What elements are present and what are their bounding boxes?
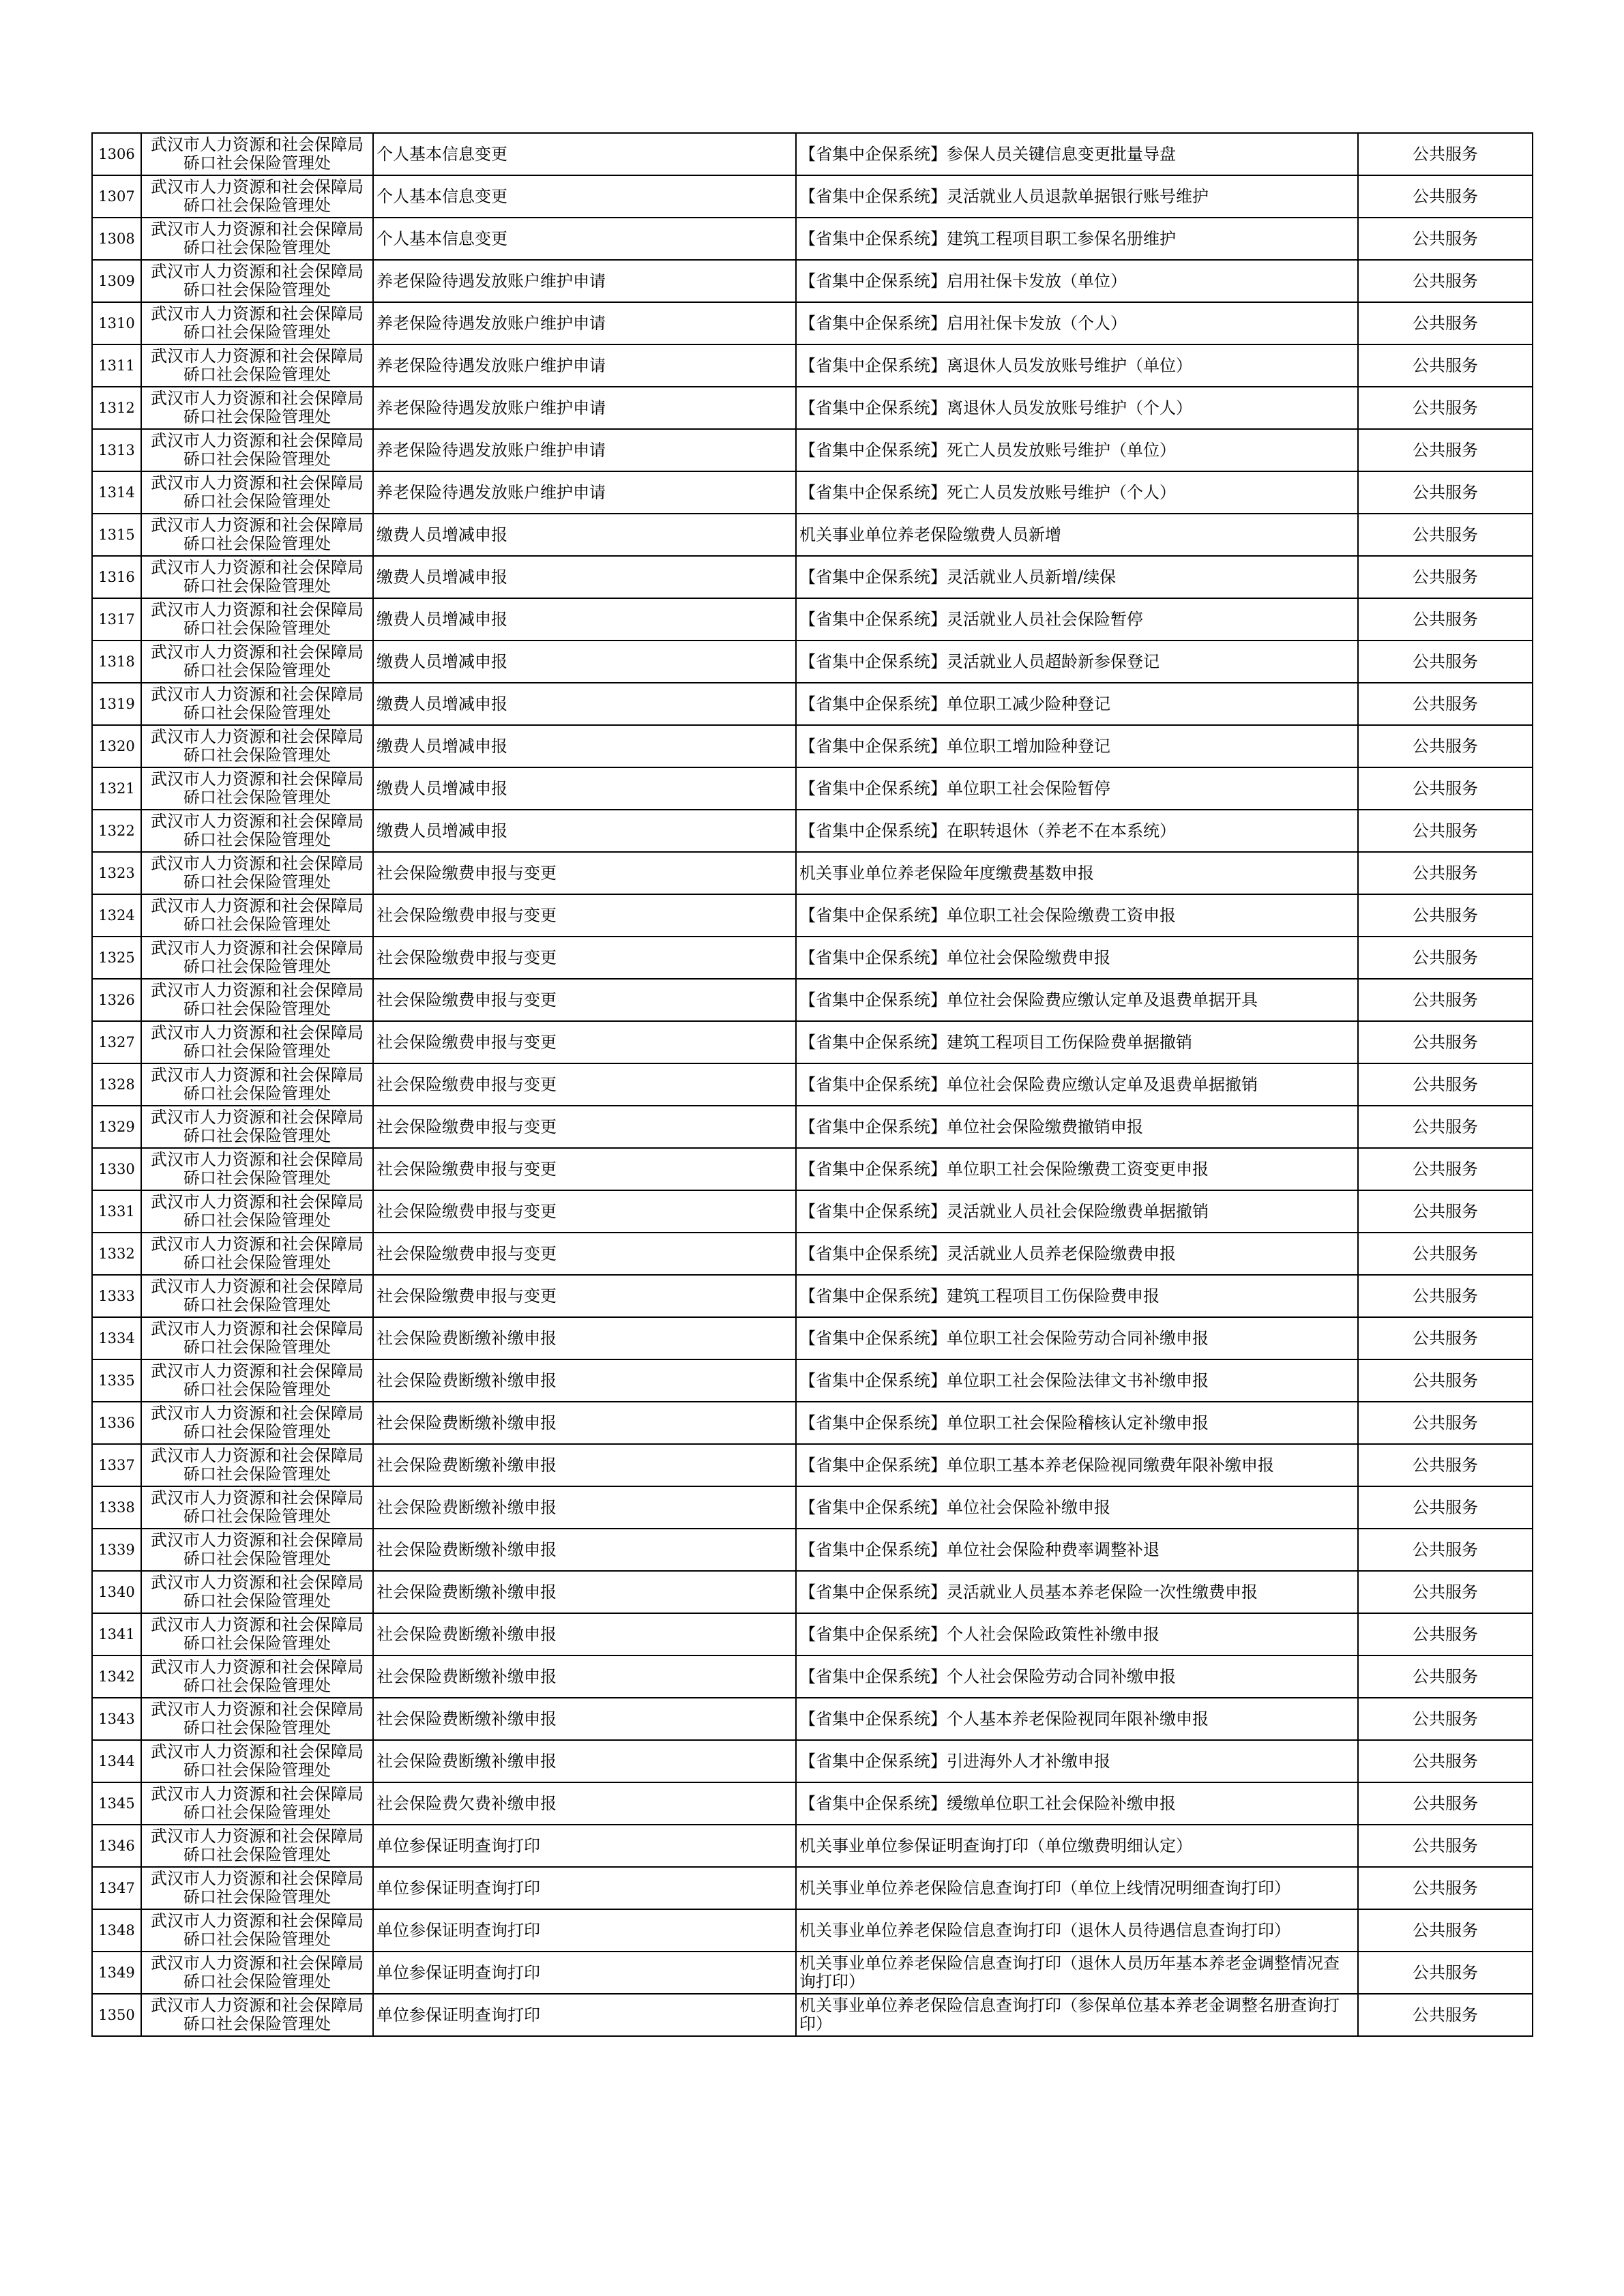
department-cell: 武汉市人力资源和社会保障局硚口社会保险管理处: [141, 175, 373, 218]
table-row: [92, 1529, 1533, 1571]
department-cell: 武汉市人力资源和社会保障局硚口社会保险管理处: [141, 133, 373, 175]
service-item-cell: 社会保险费断缴补缴申报: [373, 1740, 796, 1782]
row-number: 1333: [92, 1275, 141, 1317]
department-cell: 武汉市人力资源和社会保障局硚口社会保险管理处: [141, 556, 373, 598]
service-item-cell: 社会保险缴费申报与变更: [373, 894, 796, 937]
sub-item-cell: 机关事业单位养老保险缴费人员新增: [796, 514, 1358, 556]
sub-item-cell: 【省集中企保系统】单位社会保险费应缴认定单及退费单据撤销: [796, 1063, 1358, 1106]
table-row: [92, 429, 1533, 471]
sub-item-cell: 【省集中企保系统】个人社会保险政策性补缴申报: [796, 1613, 1358, 1655]
sub-item-cell: 【省集中企保系统】启用社保卡发放（个人）: [796, 302, 1358, 344]
service-type-cell: 公共服务: [1358, 218, 1533, 260]
department-cell: 武汉市人力资源和社会保障局硚口社会保险管理处: [141, 894, 373, 937]
service-item-cell: 养老保险待遇发放账户维护申请: [373, 471, 796, 514]
sub-item-cell: 【省集中企保系统】灵活就业人员养老保险缴费申报: [796, 1233, 1358, 1275]
row-number: 1311: [92, 344, 141, 387]
department-cell: 武汉市人力资源和社会保障局硚口社会保险管理处: [141, 1402, 373, 1444]
service-type-cell: 公共服务: [1358, 344, 1533, 387]
department-cell: 武汉市人力资源和社会保障局硚口社会保险管理处: [141, 1571, 373, 1613]
service-type-cell: 公共服务: [1358, 1655, 1533, 1698]
row-number: 1339: [92, 1529, 141, 1571]
table-row: [92, 1571, 1533, 1613]
department-cell: 武汉市人力资源和社会保障局硚口社会保险管理处: [141, 471, 373, 514]
sub-item-cell: 机关事业单位养老保险信息查询打印（退休人员历年基本养老金调整情况查询打印）: [796, 1952, 1358, 1994]
sub-item-cell: 机关事业单位养老保险信息查询打印（参保单位基本养老金调整名册查询打印）: [796, 1994, 1358, 2036]
sub-item-cell: 【省集中企保系统】建筑工程项目工伤保险费单据撤销: [796, 1021, 1358, 1063]
sub-item-cell: 【省集中企保系统】离退休人员发放账号维护（单位）: [796, 344, 1358, 387]
row-number: 1317: [92, 598, 141, 641]
table-row: [92, 1233, 1533, 1275]
table-row: [92, 1782, 1533, 1825]
service-type-cell: 公共服务: [1358, 260, 1533, 302]
service-type-cell: 公共服务: [1358, 1740, 1533, 1782]
department-cell: 武汉市人力资源和社会保障局硚口社会保险管理处: [141, 1994, 373, 2036]
row-number: 1312: [92, 387, 141, 429]
row-number: 1349: [92, 1952, 141, 1994]
service-type-cell: 公共服务: [1358, 514, 1533, 556]
service-item-cell: 社会保险费断缴补缴申报: [373, 1486, 796, 1529]
row-number: 1307: [92, 175, 141, 218]
row-number: 1327: [92, 1021, 141, 1063]
table-row: [92, 894, 1533, 937]
service-type-cell: 公共服务: [1358, 133, 1533, 175]
service-type-cell: 公共服务: [1358, 852, 1533, 894]
sub-item-cell: 【省集中企保系统】在职转退休（养老不在本系统）: [796, 810, 1358, 852]
table-row: [92, 1063, 1533, 1106]
department-cell: 武汉市人力资源和社会保障局硚口社会保险管理处: [141, 810, 373, 852]
service-item-cell: 养老保险待遇发放账户维护申请: [373, 429, 796, 471]
sub-item-cell: 【省集中企保系统】单位职工增加险种登记: [796, 725, 1358, 767]
row-number: 1340: [92, 1571, 141, 1613]
table-row: [92, 175, 1533, 218]
sub-item-cell: 【省集中企保系统】单位社会保险种费率调整补退: [796, 1529, 1358, 1571]
service-item-cell: 缴费人员增减申报: [373, 810, 796, 852]
table-row: [92, 1740, 1533, 1782]
table-row: [92, 1867, 1533, 1909]
table-row: [92, 260, 1533, 302]
table-row: [92, 1021, 1533, 1063]
table-row: [92, 514, 1533, 556]
sub-item-cell: 【省集中企保系统】灵活就业人员基本养老保险一次性缴费申报: [796, 1571, 1358, 1613]
table-row: [92, 641, 1533, 683]
sub-item-cell: 【省集中企保系统】启用社保卡发放（单位）: [796, 260, 1358, 302]
service-item-cell: 单位参保证明查询打印: [373, 1825, 796, 1867]
service-type-cell: 公共服务: [1358, 1529, 1533, 1571]
service-type-cell: 公共服务: [1358, 725, 1533, 767]
row-number: 1344: [92, 1740, 141, 1782]
service-type-cell: 公共服务: [1358, 387, 1533, 429]
table-row: [92, 1317, 1533, 1359]
department-cell: 武汉市人力资源和社会保障局硚口社会保险管理处: [141, 683, 373, 725]
department-cell: 武汉市人力资源和社会保障局硚口社会保险管理处: [141, 1190, 373, 1233]
service-item-cell: 社会保险缴费申报与变更: [373, 1063, 796, 1106]
service-item-cell: 缴费人员增减申报: [373, 725, 796, 767]
sub-item-cell: 【省集中企保系统】单位社会保险补缴申报: [796, 1486, 1358, 1529]
service-item-cell: 社会保险缴费申报与变更: [373, 1190, 796, 1233]
row-number: 1316: [92, 556, 141, 598]
service-type-cell: 公共服务: [1358, 810, 1533, 852]
service-item-cell: 社会保险缴费申报与变更: [373, 1106, 796, 1148]
row-number: 1336: [92, 1402, 141, 1444]
row-number: 1325: [92, 937, 141, 979]
table-row: [92, 937, 1533, 979]
sub-item-cell: 【省集中企保系统】单位社会保险缴费撤销申报: [796, 1106, 1358, 1148]
row-number: 1306: [92, 133, 141, 175]
table-row: [92, 302, 1533, 344]
service-item-cell: 社会保险缴费申报与变更: [373, 1275, 796, 1317]
department-cell: 武汉市人力资源和社会保障局硚口社会保险管理处: [141, 725, 373, 767]
sub-item-cell: 【省集中企保系统】单位职工减少险种登记: [796, 683, 1358, 725]
sub-item-cell: 【省集中企保系统】灵活就业人员超龄新参保登记: [796, 641, 1358, 683]
department-cell: 武汉市人力资源和社会保障局硚口社会保险管理处: [141, 1106, 373, 1148]
service-item-cell: 社会保险缴费申报与变更: [373, 1233, 796, 1275]
row-number: 1310: [92, 302, 141, 344]
table-row: [92, 1402, 1533, 1444]
department-cell: 武汉市人力资源和社会保障局硚口社会保险管理处: [141, 1867, 373, 1909]
sub-item-cell: 【省集中企保系统】灵活就业人员社会保险暂停: [796, 598, 1358, 641]
row-number: 1338: [92, 1486, 141, 1529]
service-type-cell: 公共服务: [1358, 1148, 1533, 1190]
table-row: [92, 1106, 1533, 1148]
service-type-cell: 公共服务: [1358, 1782, 1533, 1825]
service-item-cell: 社会保险缴费申报与变更: [373, 979, 796, 1021]
service-item-cell: 社会保险费断缴补缴申报: [373, 1402, 796, 1444]
department-cell: 武汉市人力资源和社会保障局硚口社会保险管理处: [141, 1233, 373, 1275]
service-type-cell: 公共服务: [1358, 1190, 1533, 1233]
service-item-cell: 个人基本信息变更: [373, 218, 796, 260]
department-cell: 武汉市人力资源和社会保障局硚口社会保险管理处: [141, 1444, 373, 1486]
row-number: 1314: [92, 471, 141, 514]
table-row: [92, 1275, 1533, 1317]
row-number: 1329: [92, 1106, 141, 1148]
service-item-cell: 社会保险费断缴补缴申报: [373, 1571, 796, 1613]
service-type-cell: 公共服务: [1358, 937, 1533, 979]
table-row: [92, 852, 1533, 894]
service-list-table: [91, 132, 1533, 2037]
service-type-cell: 公共服务: [1358, 1402, 1533, 1444]
table-row: [92, 810, 1533, 852]
service-item-cell: 社会保险费断缴补缴申报: [373, 1529, 796, 1571]
service-item-cell: 社会保险费断缴补缴申报: [373, 1359, 796, 1402]
row-number: 1334: [92, 1317, 141, 1359]
service-item-cell: 社会保险缴费申报与变更: [373, 937, 796, 979]
sub-item-cell: 机关事业单位养老保险年度缴费基数申报: [796, 852, 1358, 894]
sub-item-cell: 【省集中企保系统】缓缴单位职工社会保险补缴申报: [796, 1782, 1358, 1825]
service-type-cell: 公共服务: [1358, 598, 1533, 641]
service-list-table-page: [91, 132, 1532, 2037]
department-cell: 武汉市人力资源和社会保障局硚口社会保险管理处: [141, 302, 373, 344]
sub-item-cell: 机关事业单位养老保险信息查询打印（单位上线情况明细查询打印）: [796, 1867, 1358, 1909]
sub-item-cell: 【省集中企保系统】单位职工社会保险缴费工资变更申报: [796, 1148, 1358, 1190]
sub-item-cell: 【省集中企保系统】单位职工社会保险法律文书补缴申报: [796, 1359, 1358, 1402]
row-number: 1350: [92, 1994, 141, 2036]
department-cell: 武汉市人力资源和社会保障局硚口社会保险管理处: [141, 1655, 373, 1698]
department-cell: 武汉市人力资源和社会保障局硚口社会保险管理处: [141, 1909, 373, 1952]
row-number: 1313: [92, 429, 141, 471]
row-number: 1346: [92, 1825, 141, 1867]
service-type-cell: 公共服务: [1358, 683, 1533, 725]
service-item-cell: 单位参保证明查询打印: [373, 1909, 796, 1952]
row-number: 1326: [92, 979, 141, 1021]
service-item-cell: 社会保险费断缴补缴申报: [373, 1317, 796, 1359]
department-cell: 武汉市人力资源和社会保障局硚口社会保险管理处: [141, 979, 373, 1021]
row-number: 1328: [92, 1063, 141, 1106]
service-type-cell: 公共服务: [1358, 641, 1533, 683]
department-cell: 武汉市人力资源和社会保障局硚口社会保险管理处: [141, 1317, 373, 1359]
table-row: [92, 556, 1533, 598]
table-row: [92, 1190, 1533, 1233]
table-row: [92, 1613, 1533, 1655]
service-item-cell: 缴费人员增减申报: [373, 598, 796, 641]
service-type-cell: 公共服务: [1358, 1825, 1533, 1867]
table-row: [92, 1148, 1533, 1190]
table-row: [92, 1909, 1533, 1952]
service-item-cell: 缴费人员增减申报: [373, 683, 796, 725]
service-item-cell: 社会保险缴费申报与变更: [373, 1148, 796, 1190]
sub-item-cell: 机关事业单位参保证明查询打印（单位缴费明细认定）: [796, 1825, 1358, 1867]
service-type-cell: 公共服务: [1358, 1359, 1533, 1402]
table-row: [92, 1655, 1533, 1698]
department-cell: 武汉市人力资源和社会保障局硚口社会保险管理处: [141, 1782, 373, 1825]
service-item-cell: 个人基本信息变更: [373, 175, 796, 218]
department-cell: 武汉市人力资源和社会保障局硚口社会保险管理处: [141, 218, 373, 260]
sub-item-cell: 【省集中企保系统】单位职工基本养老保险视同缴费年限补缴申报: [796, 1444, 1358, 1486]
department-cell: 武汉市人力资源和社会保障局硚口社会保险管理处: [141, 1952, 373, 1994]
department-cell: 武汉市人力资源和社会保障局硚口社会保险管理处: [141, 641, 373, 683]
department-cell: 武汉市人力资源和社会保障局硚口社会保险管理处: [141, 260, 373, 302]
sub-item-cell: 【省集中企保系统】建筑工程项目工伤保险费申报: [796, 1275, 1358, 1317]
sub-item-cell: 【省集中企保系统】单位社会保险缴费申报: [796, 937, 1358, 979]
sub-item-cell: 【省集中企保系统】灵活就业人员退款单据银行账号维护: [796, 175, 1358, 218]
sub-item-cell: 【省集中企保系统】灵活就业人员社会保险缴费单据撤销: [796, 1190, 1358, 1233]
table-row: [92, 683, 1533, 725]
service-item-cell: 单位参保证明查询打印: [373, 1867, 796, 1909]
service-type-cell: 公共服务: [1358, 1233, 1533, 1275]
department-cell: 武汉市人力资源和社会保障局硚口社会保险管理处: [141, 1021, 373, 1063]
department-cell: 武汉市人力资源和社会保障局硚口社会保险管理处: [141, 598, 373, 641]
service-item-cell: 社会保险费断缴补缴申报: [373, 1444, 796, 1486]
department-cell: 武汉市人力资源和社会保障局硚口社会保险管理处: [141, 1486, 373, 1529]
service-item-cell: 养老保险待遇发放账户维护申请: [373, 344, 796, 387]
row-number: 1319: [92, 683, 141, 725]
department-cell: 武汉市人力资源和社会保障局硚口社会保险管理处: [141, 1359, 373, 1402]
service-item-cell: 缴费人员增减申报: [373, 556, 796, 598]
service-item-cell: 缴费人员增减申报: [373, 767, 796, 810]
service-item-cell: 缴费人员增减申报: [373, 514, 796, 556]
row-number: 1330: [92, 1148, 141, 1190]
department-cell: 武汉市人力资源和社会保障局硚口社会保险管理处: [141, 1740, 373, 1782]
sub-item-cell: 【省集中企保系统】死亡人员发放账号维护（个人）: [796, 471, 1358, 514]
department-cell: 武汉市人力资源和社会保障局硚口社会保险管理处: [141, 514, 373, 556]
service-item-cell: 社会保险费断缴补缴申报: [373, 1655, 796, 1698]
service-item-cell: 社会保险费欠费补缴申报: [373, 1782, 796, 1825]
service-type-cell: 公共服务: [1358, 1106, 1533, 1148]
department-cell: 武汉市人力资源和社会保障局硚口社会保险管理处: [141, 1529, 373, 1571]
row-number: 1331: [92, 1190, 141, 1233]
row-number: 1341: [92, 1613, 141, 1655]
service-type-cell: 公共服务: [1358, 1698, 1533, 1740]
department-cell: 武汉市人力资源和社会保障局硚口社会保险管理处: [141, 1148, 373, 1190]
sub-item-cell: 【省集中企保系统】建筑工程项目职工参保名册维护: [796, 218, 1358, 260]
table-row: [92, 1444, 1533, 1486]
service-type-cell: 公共服务: [1358, 1909, 1533, 1952]
table-row: [92, 387, 1533, 429]
table-row: [92, 218, 1533, 260]
row-number: 1315: [92, 514, 141, 556]
service-type-cell: 公共服务: [1358, 894, 1533, 937]
service-item-cell: 社会保险缴费申报与变更: [373, 852, 796, 894]
sub-item-cell: 【省集中企保系统】死亡人员发放账号维护（单位）: [796, 429, 1358, 471]
department-cell: 武汉市人力资源和社会保障局硚口社会保险管理处: [141, 1275, 373, 1317]
service-type-cell: 公共服务: [1358, 1952, 1533, 1994]
sub-item-cell: 【省集中企保系统】单位职工社会保险暂停: [796, 767, 1358, 810]
service-type-cell: 公共服务: [1358, 429, 1533, 471]
service-item-cell: 单位参保证明查询打印: [373, 1994, 796, 2036]
service-type-cell: 公共服务: [1358, 556, 1533, 598]
table-body: [92, 133, 1533, 2036]
sub-item-cell: 【省集中企保系统】参保人员关键信息变更批量导盘: [796, 133, 1358, 175]
sub-item-cell: 【省集中企保系统】单位职工社会保险稽核认定补缴申报: [796, 1402, 1358, 1444]
row-number: 1321: [92, 767, 141, 810]
service-item-cell: 养老保险待遇发放账户维护申请: [373, 387, 796, 429]
service-item-cell: 养老保险待遇发放账户维护申请: [373, 260, 796, 302]
sub-item-cell: 【省集中企保系统】单位职工社会保险缴费工资申报: [796, 894, 1358, 937]
service-item-cell: 单位参保证明查询打印: [373, 1952, 796, 1994]
row-number: 1337: [92, 1444, 141, 1486]
table-row: [92, 1952, 1533, 1994]
service-item-cell: 社会保险费断缴补缴申报: [373, 1613, 796, 1655]
department-cell: 武汉市人力资源和社会保障局硚口社会保险管理处: [141, 767, 373, 810]
table-row: [92, 598, 1533, 641]
service-type-cell: 公共服务: [1358, 1021, 1533, 1063]
service-type-cell: 公共服务: [1358, 471, 1533, 514]
row-number: 1308: [92, 218, 141, 260]
service-type-cell: 公共服务: [1358, 302, 1533, 344]
service-item-cell: 社会保险缴费申报与变更: [373, 1021, 796, 1063]
row-number: 1348: [92, 1909, 141, 1952]
service-type-cell: 公共服务: [1358, 1571, 1533, 1613]
department-cell: 武汉市人力资源和社会保障局硚口社会保险管理处: [141, 344, 373, 387]
sub-item-cell: 机关事业单位养老保险信息查询打印（退休人员待遇信息查询打印）: [796, 1909, 1358, 1952]
service-type-cell: 公共服务: [1358, 175, 1533, 218]
sub-item-cell: 【省集中企保系统】灵活就业人员新增/续保: [796, 556, 1358, 598]
row-number: 1309: [92, 260, 141, 302]
service-item-cell: 养老保险待遇发放账户维护申请: [373, 302, 796, 344]
table-row: [92, 1698, 1533, 1740]
row-number: 1345: [92, 1782, 141, 1825]
sub-item-cell: 【省集中企保系统】个人基本养老保险视同年限补缴申报: [796, 1698, 1358, 1740]
row-number: 1332: [92, 1233, 141, 1275]
department-cell: 武汉市人力资源和社会保障局硚口社会保险管理处: [141, 1613, 373, 1655]
table-row: [92, 133, 1533, 175]
row-number: 1342: [92, 1655, 141, 1698]
department-cell: 武汉市人力资源和社会保障局硚口社会保险管理处: [141, 387, 373, 429]
service-type-cell: 公共服务: [1358, 1317, 1533, 1359]
sub-item-cell: 【省集中企保系统】离退休人员发放账号维护（个人）: [796, 387, 1358, 429]
sub-item-cell: 【省集中企保系统】单位社会保险费应缴认定单及退费单据开具: [796, 979, 1358, 1021]
table-row: [92, 979, 1533, 1021]
service-type-cell: 公共服务: [1358, 1444, 1533, 1486]
row-number: 1323: [92, 852, 141, 894]
service-type-cell: 公共服务: [1358, 1613, 1533, 1655]
row-number: 1318: [92, 641, 141, 683]
service-type-cell: 公共服务: [1358, 979, 1533, 1021]
service-type-cell: 公共服务: [1358, 767, 1533, 810]
department-cell: 武汉市人力资源和社会保障局硚口社会保险管理处: [141, 1063, 373, 1106]
row-number: 1322: [92, 810, 141, 852]
table-row: [92, 1994, 1533, 2036]
row-number: 1343: [92, 1698, 141, 1740]
department-cell: 武汉市人力资源和社会保障局硚口社会保险管理处: [141, 852, 373, 894]
row-number: 1335: [92, 1359, 141, 1402]
department-cell: 武汉市人力资源和社会保障局硚口社会保险管理处: [141, 1698, 373, 1740]
department-cell: 武汉市人力资源和社会保障局硚口社会保险管理处: [141, 937, 373, 979]
service-type-cell: 公共服务: [1358, 1486, 1533, 1529]
service-type-cell: 公共服务: [1358, 1275, 1533, 1317]
service-item-cell: 个人基本信息变更: [373, 133, 796, 175]
table-row: [92, 471, 1533, 514]
sub-item-cell: 【省集中企保系统】单位职工社会保险劳动合同补缴申报: [796, 1317, 1358, 1359]
table-row: [92, 1825, 1533, 1867]
service-type-cell: 公共服务: [1358, 1867, 1533, 1909]
table-row: [92, 1359, 1533, 1402]
department-cell: 武汉市人力资源和社会保障局硚口社会保险管理处: [141, 429, 373, 471]
service-item-cell: 缴费人员增减申报: [373, 641, 796, 683]
table-row: [92, 767, 1533, 810]
service-type-cell: 公共服务: [1358, 1994, 1533, 2036]
sub-item-cell: 【省集中企保系统】引进海外人才补缴申报: [796, 1740, 1358, 1782]
sub-item-cell: 【省集中企保系统】个人社会保险劳动合同补缴申报: [796, 1655, 1358, 1698]
department-cell: 武汉市人力资源和社会保障局硚口社会保险管理处: [141, 1825, 373, 1867]
service-type-cell: 公共服务: [1358, 1063, 1533, 1106]
row-number: 1347: [92, 1867, 141, 1909]
table-row: [92, 1486, 1533, 1529]
service-item-cell: 社会保险费断缴补缴申报: [373, 1698, 796, 1740]
row-number: 1324: [92, 894, 141, 937]
table-row: [92, 344, 1533, 387]
row-number: 1320: [92, 725, 141, 767]
table-row: [92, 725, 1533, 767]
